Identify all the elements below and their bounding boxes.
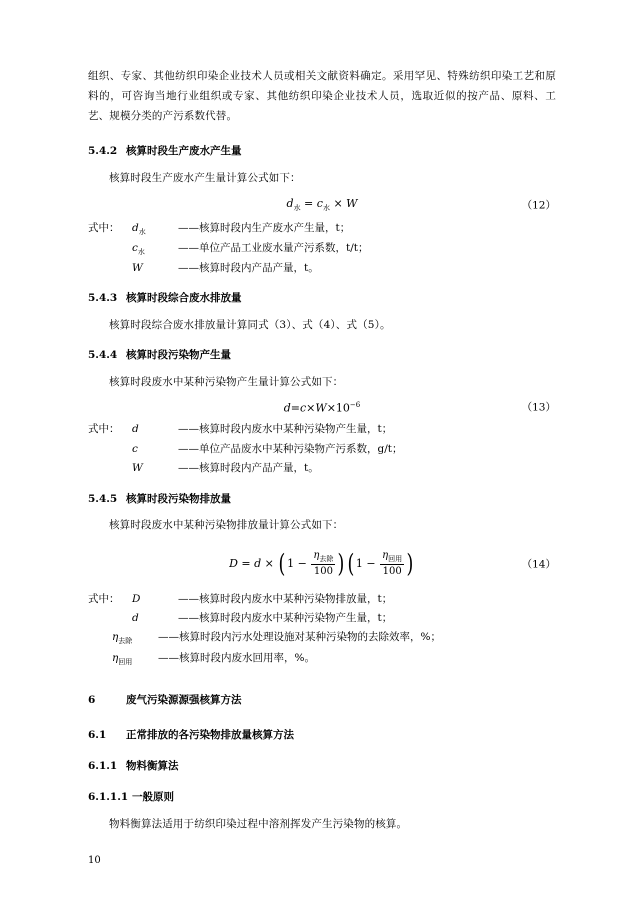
where-label: 式中： [88, 423, 120, 436]
heading-number: 6.1 [88, 729, 107, 742]
lead-6-1-1-1: 物料衡算法适用于纺织印染过程中溶剂挥发产生污染物的核算。 [109, 818, 408, 831]
heading-5-4-3 [88, 289, 556, 309]
page-number: 10 [88, 855, 101, 866]
lead-5-4-3: 核算时段综合废水排放量计算同式（3）、式（4）、式（5）。 [109, 319, 391, 332]
definitions-5-4-4 [88, 420, 556, 478]
definition-text: ——核算时段内废水回用率，%。 [158, 651, 315, 664]
heading-6-1-1-1 [88, 788, 556, 808]
definition-line: c ——单位产品废水中某种污染物产污系数，g/t； [132, 442, 403, 455]
definition-text: ——核算时段内废水中某种污染物产生量，t； [178, 612, 393, 625]
formula-13: $d=c\times W\times 10^{-6}$ （13） [283, 400, 556, 415]
heading-6-1-1 [88, 757, 556, 777]
definition-text: ——核算时段内废水中某种污染物产生量，t； [178, 423, 393, 436]
intro-paragraph: 组织、专家、其他纺织印染企业技术人员或相关文献资料确定。采用罕见、特殊纺织印染工艺和原料的，可咨询当地行业组织或专家、其他纺织印染企业技术人员，选取近似的按产品、原料、工艺、规模分类的产污系数代替。 [88, 70, 556, 123]
heading-number: 5.4.3 [88, 292, 118, 305]
heading-title: 核算时段污染物排放量 [126, 492, 231, 505]
lead-5-4-5: 核算时段废水中某种污染物排放量计算公式如下： [109, 519, 344, 532]
heading-title: 一般原则 [132, 791, 174, 804]
heading-number: 6.1.1.1 [88, 791, 129, 804]
heading-6-1 [88, 726, 556, 746]
where-label: 式中： [88, 592, 120, 605]
lead-5-4-4: 核算时段废水中某种污染物产生量计算公式如下： [109, 376, 344, 389]
definition-line: $c_水$ ——单位产品工业废水量产污系数，t/t； [132, 241, 369, 256]
definition-text: ——核算时段内产品产量，t。 [178, 261, 319, 274]
definition-text: ——核算时段内污水处理设施对某种污染物的去除效率，%； [158, 631, 441, 644]
definition-line: W ——核算时段内产品产量，t。 [132, 462, 319, 475]
definitions-5-4-5 [88, 590, 556, 669]
heading-number: 6 [88, 693, 96, 706]
definition-line: $\eta_{去除}$ ——核算时段内污水处理设施对某种污染物的去除效率，%； [112, 631, 441, 646]
definition-line: W ——核算时段内产品产量，t。 [132, 261, 319, 274]
definition-text: ——核算时段内生产废水产生量，t； [178, 221, 351, 234]
heading-title: 核算时段综合废水排放量 [126, 292, 242, 305]
heading-number: 5.4.5 [88, 492, 118, 505]
definition-line: 式中： $d_水$ ——核算时段内生产废水产生量，t； [88, 219, 556, 239]
formula-13-number: （13） [521, 401, 556, 414]
heading-title: 物料衡算法 [126, 760, 179, 773]
formula-14: D = d × (1 − $\frac{\eta_{去除}}{100}$ ) (1 − $\frac{\eta_{回用}}{100}$ ) （14） [229, 548, 556, 578]
definition-text: ——核算时段内产品产量，t。 [178, 462, 319, 475]
formula-14-number: （14） [521, 558, 556, 571]
definition-text: ——单位产品废水中某种污染物产污系数，g/t； [178, 442, 403, 455]
page-content [88, 66, 556, 834]
heading-number: 5.4.2 [88, 145, 118, 158]
heading-title: 核算时段生产废水产生量 [126, 145, 242, 158]
definition-text: ——核算时段内废水中某种污染物排放量，t； [178, 592, 393, 605]
heading-5-4-5 [88, 490, 556, 510]
heading-number: 6.1.1 [88, 760, 118, 773]
heading-title: 核算时段污染物产生量 [126, 349, 231, 362]
heading-title: 正常排放的各污染物排放量核算方法 [126, 729, 294, 742]
definition-line: $\eta_{回用}$ ——核算时段内废水回用率，%。 [112, 651, 315, 666]
definition-text: ——单位产品工业废水量产污系数，t/t； [178, 241, 369, 254]
heading-5-4-4 [88, 346, 556, 366]
formula-12-number: （12） [521, 199, 556, 212]
where-label: 式中： [88, 221, 120, 234]
definition-line: d ——核算时段内废水中某种污染物产生量，t； [132, 612, 393, 625]
definitions-5-4-2 [88, 219, 556, 278]
definition-line: 式中： D ——核算时段内废水中某种污染物排放量，t； [88, 590, 556, 609]
lead-5-4-2: 核算时段生产废水产生量计算公式如下： [109, 172, 301, 185]
formula-12: $d_水 = c_水 \times W$ （12） [286, 196, 556, 212]
heading-5-4-2 [88, 142, 556, 162]
heading-number: 5.4.4 [88, 349, 118, 362]
definition-line: 式中： d ——核算时段内废水中某种污染物产生量，t； [88, 420, 556, 439]
heading-title: 废气污染源源强核算方法 [126, 693, 242, 706]
heading-6 [88, 691, 556, 711]
